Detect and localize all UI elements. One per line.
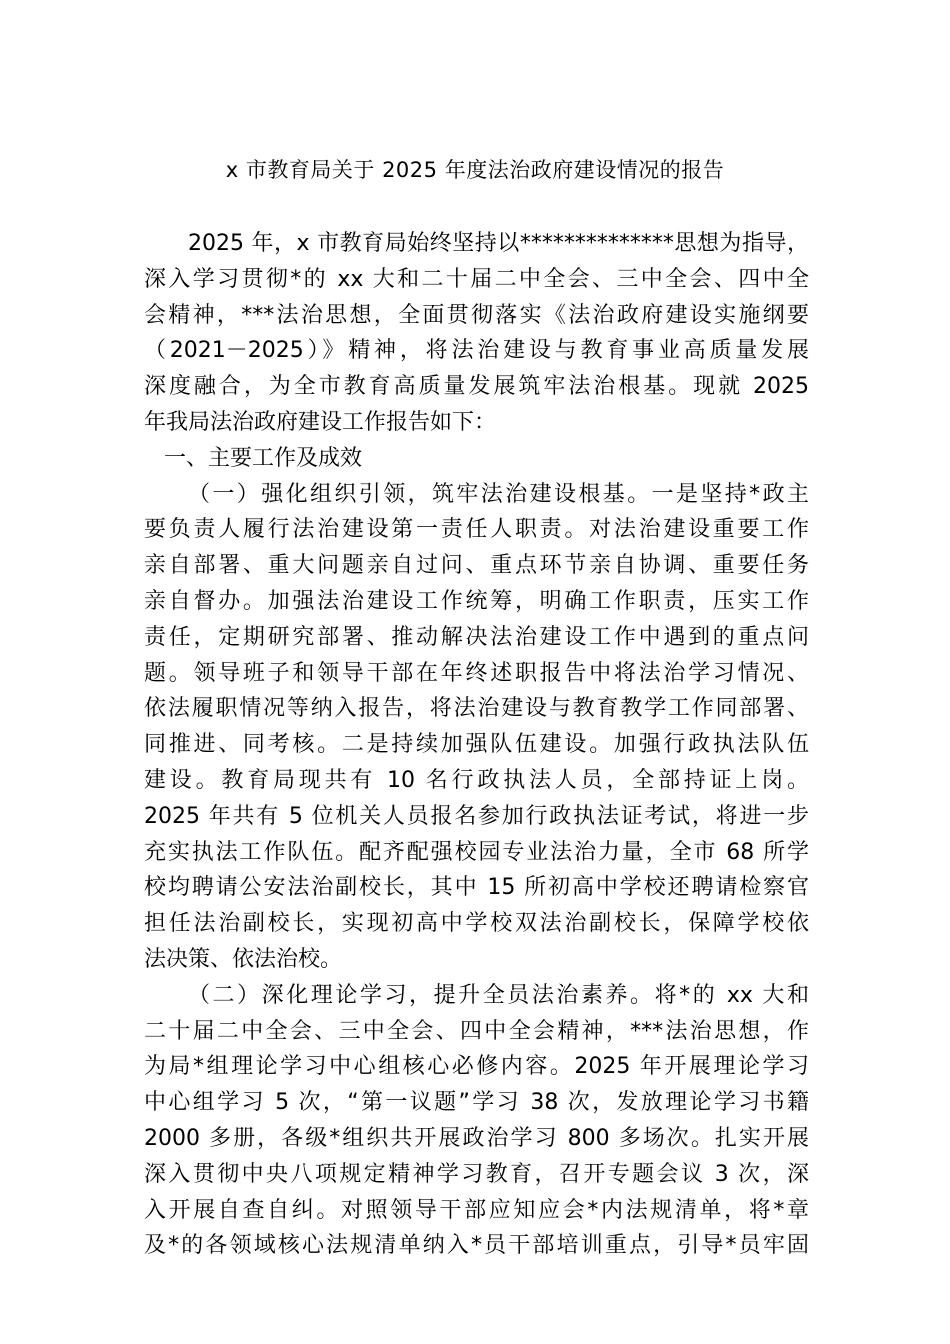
paragraph-line: 会精神，***法治思想，全面贯彻落实《法治政府建设实施纲要 xyxy=(144,302,809,328)
paragraph-line: 及*的各领域核心法规清单纳入*员干部培训重点，引导*员牢固 xyxy=(144,1233,809,1259)
paragraph-line: 2025 年，x 市教育局始终坚持以**************思想为指导， xyxy=(188,231,809,256)
paragraph-line: 题。领导班子和领导干部在年终述职报告中将法治学习情况、 xyxy=(144,660,809,686)
paragraph-line: （一）强化组织引领，筑牢法治建设根基。一是坚持*政主 xyxy=(188,481,809,507)
paragraph-line: 充实执法工作队伍。配齐配强校园专业法治力量，全市 68 所学 xyxy=(144,839,809,865)
paragraph-line: 建设。教育局现共有 10 名行政执法人员，全部持证上岗。 xyxy=(144,767,809,793)
paragraph-line: 深度融合，为全市教育高质量发展筑牢法治根基。现就 2025 xyxy=(144,374,809,400)
paragraph-line: 入开展自查自纠。对照领导干部应知应会*内法规清单，将*章 xyxy=(144,1197,809,1223)
document-body xyxy=(144,226,809,1264)
paragraph-line: （二）深化理论学习，提升全员法治素养。将*的 xx 大和 xyxy=(188,982,809,1008)
paragraph-line: （2021－2025）》精神，将法治建设与教育事业高质量发展 xyxy=(144,338,809,364)
paragraph-line: 担任法治副校长，实现初高中学校双法治副校长，保障学校依 xyxy=(144,911,809,937)
paragraph-line: 二十届二中全会、三中全会、四中全会精神，***法治思想，作 xyxy=(144,1018,809,1044)
paragraph-line: 校均聘请公安法治副校长，其中 15 所初高中学校还聘请检察官 xyxy=(144,875,809,901)
section-heading: 一、主要工作及成效 xyxy=(164,445,363,471)
paragraph-line: 要负责人履行法治建设第一责任人职责。对法治建设重要工作 xyxy=(144,517,809,543)
paragraph-line: 法决策、依法治校。 xyxy=(144,946,343,972)
paragraph-line: 亲自部署、重大问题亲自过问、重点环节亲自协调、重要任务 xyxy=(144,553,809,579)
paragraph-line: 依法履职情况等纳入报告，将法治建设与教育教学工作同部署、 xyxy=(144,696,809,722)
paragraph-line: 亲自督办。加强法治建设工作统筹，明确工作职责，压实工作 xyxy=(144,588,809,614)
paragraph-line: 中心组学习 5 次，“第一议题”学习 38 次，发放理论学习书籍 xyxy=(144,1090,809,1116)
paragraph-line: 为局*组理论学习中心组核心必修内容。2025 年开展理论学习 xyxy=(144,1054,809,1080)
paragraph-line: 责任，定期研究部署、推动解决法治建设工作中遇到的重点问 xyxy=(144,624,809,650)
paragraph-line: 同推进、同考核。二是持续加强队伍建设。加强行政执法队伍 xyxy=(144,732,809,758)
paragraph-line: 深入贯彻中央八项规定精神学习教育，召开专题会议 3 次，深 xyxy=(144,1161,809,1187)
paragraph-line: 2000 多册，各级*组织共开展政治学习 800 多场次。扎实开展 xyxy=(144,1125,809,1151)
paragraph-line: 2025 年共有 5 位机关人员报名参加行政执法证考试，将进一步 xyxy=(144,803,809,829)
document-title: x 市教育局关于 2025 年度法治政府建设情况的报告 xyxy=(225,158,725,182)
paragraph-line: 深入学习贯彻*的 xx 大和二十届二中全会、三中全会、四中全 xyxy=(144,266,809,292)
paragraph-line: 年我局法治政府建设工作报告如下： xyxy=(144,409,497,435)
